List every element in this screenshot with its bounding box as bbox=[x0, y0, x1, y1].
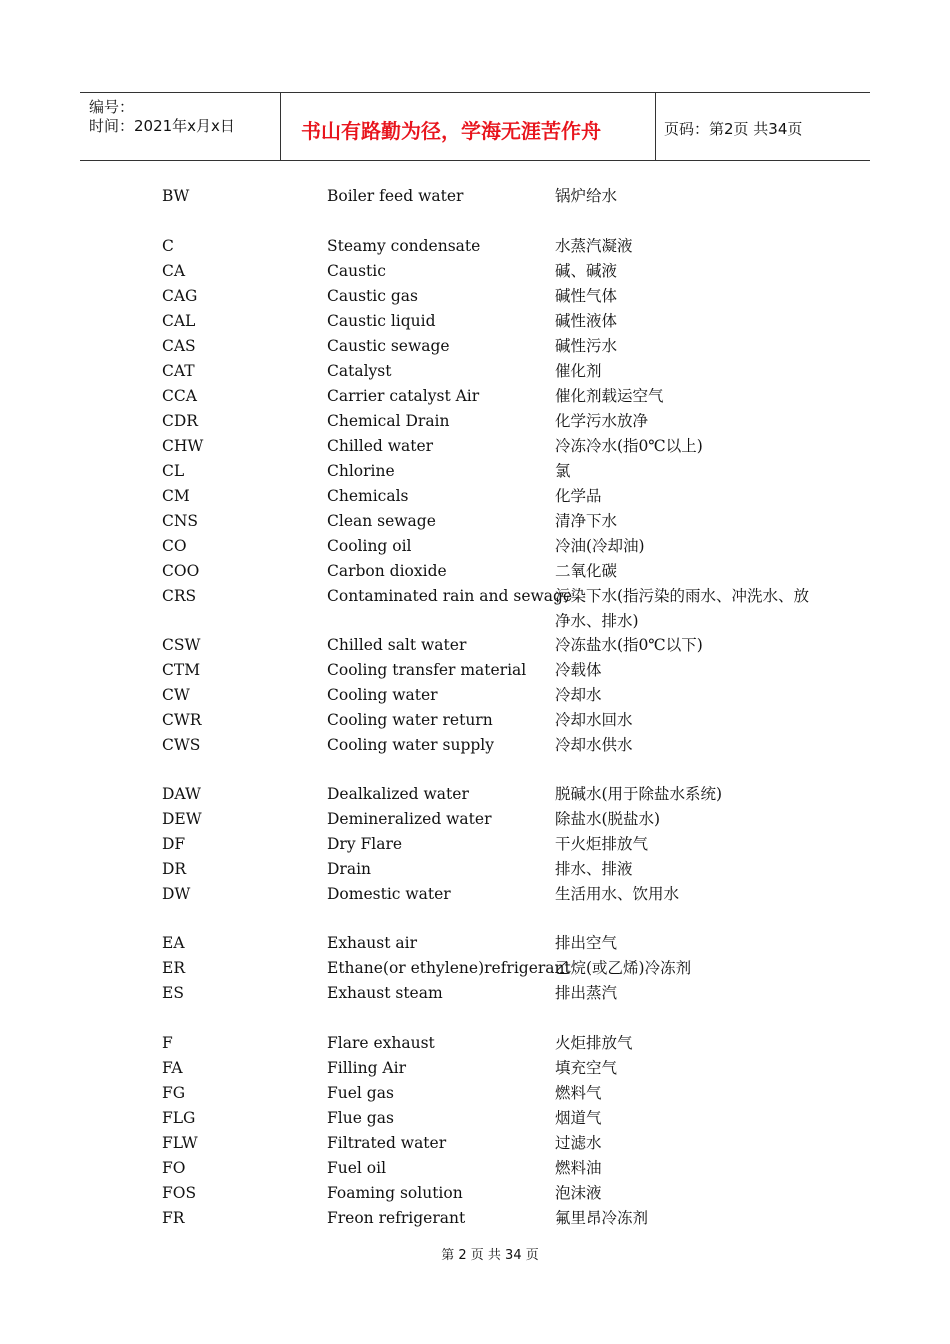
row-english: Flare exhaust bbox=[327, 1034, 435, 1052]
row-code: ES bbox=[162, 984, 184, 1002]
row-english: Filtrated water bbox=[327, 1134, 447, 1152]
row-chinese: 清净下水 bbox=[555, 512, 618, 530]
table-row bbox=[0, 359, 950, 384]
table-row bbox=[0, 484, 950, 509]
row-code: CAG bbox=[162, 287, 198, 305]
table-row bbox=[0, 807, 950, 832]
row-english: Steamy condensate bbox=[327, 237, 481, 255]
table-row bbox=[0, 1081, 950, 1106]
table-row bbox=[0, 1206, 950, 1231]
row-code: FOS bbox=[162, 1184, 197, 1202]
table-row bbox=[0, 1181, 950, 1206]
row-code: DAW bbox=[162, 785, 201, 803]
row-chinese: 污染下水(指污染的雨水、冲洗水、放净水、排水) bbox=[555, 587, 810, 630]
table-row bbox=[0, 782, 950, 807]
table-row bbox=[0, 284, 950, 309]
row-code: CHW bbox=[162, 437, 204, 455]
row-chinese: 碱、碱液 bbox=[555, 262, 618, 280]
row-code: FLW bbox=[162, 1134, 198, 1152]
row-code: CO bbox=[162, 537, 187, 555]
row-chinese: 生活用水、饮用水 bbox=[555, 885, 680, 903]
row-english: Cooling water bbox=[327, 686, 438, 704]
row-code: DF bbox=[162, 835, 186, 853]
row-english: Dealkalized water bbox=[327, 785, 469, 803]
row-chinese: 化学品 bbox=[555, 487, 602, 505]
row-english: Chemical Drain bbox=[327, 412, 450, 430]
row-english: Freon refrigerant bbox=[327, 1209, 466, 1227]
row-chinese: 催化剂 bbox=[555, 362, 602, 380]
page-footer: 第 2 页 共 34 页 bbox=[441, 1248, 539, 1263]
row-english: Domestic water bbox=[327, 885, 451, 903]
row-english: Carrier catalyst Air bbox=[327, 387, 480, 405]
table-row bbox=[0, 234, 950, 259]
row-code: CAS bbox=[162, 337, 196, 355]
table-row bbox=[0, 309, 950, 334]
row-chinese: 锅炉给水 bbox=[555, 187, 618, 205]
row-english: Boiler feed water bbox=[327, 187, 464, 205]
table-row bbox=[0, 956, 950, 981]
row-english: Chemicals bbox=[327, 487, 409, 505]
row-english: Chilled water bbox=[327, 437, 434, 455]
row-english: Filling Air bbox=[327, 1059, 406, 1077]
row-english: Exhaust steam bbox=[327, 984, 443, 1002]
motto: 书山有路勤为径，学海无涯苦作舟 bbox=[301, 119, 601, 143]
row-chinese: 乙烷(或乙烯)冷冻剂 bbox=[555, 959, 692, 977]
table-row bbox=[0, 981, 950, 1006]
row-code: CDR bbox=[162, 412, 198, 430]
row-chinese: 干火炬排放气 bbox=[555, 835, 649, 853]
row-code: CA bbox=[162, 262, 186, 280]
row-chinese: 除盐水(脱盐水) bbox=[555, 810, 661, 828]
row-code: FR bbox=[162, 1209, 185, 1227]
row-english: Catalyst bbox=[327, 362, 392, 380]
row-chinese: 二氧化碳 bbox=[555, 562, 618, 580]
table-row bbox=[0, 1131, 950, 1156]
row-code: CSW bbox=[162, 636, 201, 654]
row-chinese: 冷油(冷却油) bbox=[555, 537, 645, 555]
row-chinese: 排水、排液 bbox=[555, 860, 633, 878]
row-code: CWS bbox=[162, 736, 201, 754]
row-code: CNS bbox=[162, 512, 199, 530]
row-chinese: 氯 bbox=[555, 462, 571, 480]
row-chinese: 过滤水 bbox=[555, 1134, 602, 1152]
row-code: CAT bbox=[162, 362, 195, 380]
table-row bbox=[0, 658, 950, 683]
row-english: Flue gas bbox=[327, 1109, 394, 1127]
table-row bbox=[0, 683, 950, 708]
row-english: Caustic gas bbox=[327, 287, 418, 305]
row-chinese: 烟道气 bbox=[555, 1109, 602, 1127]
row-chinese: 冷冻盐水(指0℃以下) bbox=[555, 636, 703, 654]
row-english: Cooling transfer material bbox=[327, 661, 527, 679]
row-chinese: 冷冻冷水(指0℃以上) bbox=[555, 437, 703, 455]
table-row bbox=[0, 832, 950, 857]
row-chinese: 化学污水放净 bbox=[555, 412, 649, 430]
row-chinese: 冷却水供水 bbox=[555, 736, 633, 754]
table-row bbox=[0, 882, 950, 907]
row-code: COO bbox=[162, 562, 200, 580]
row-code: CWR bbox=[162, 711, 202, 729]
table-row bbox=[0, 559, 950, 584]
row-code: C bbox=[162, 237, 174, 255]
row-code: CRS bbox=[162, 587, 197, 605]
table-row bbox=[0, 509, 950, 534]
serial-label: 编号： bbox=[89, 98, 135, 116]
row-english: Cooling water supply bbox=[327, 736, 495, 754]
row-code: FG bbox=[162, 1084, 186, 1102]
row-english: Carbon dioxide bbox=[327, 562, 447, 580]
row-chinese: 碱性液体 bbox=[555, 312, 618, 330]
row-english: Foaming solution bbox=[327, 1184, 463, 1202]
row-english: Fuel oil bbox=[327, 1159, 387, 1177]
row-chinese: 水蒸汽凝液 bbox=[555, 237, 633, 255]
row-code: BW bbox=[162, 187, 190, 205]
row-code: CL bbox=[162, 462, 185, 480]
row-english: Fuel gas bbox=[327, 1084, 394, 1102]
table-row bbox=[0, 459, 950, 484]
table-row bbox=[0, 1106, 950, 1131]
row-english: Cooling water return bbox=[327, 711, 493, 729]
row-chinese: 排出空气 bbox=[555, 934, 618, 952]
row-chinese: 氟里昂冷冻剂 bbox=[555, 1209, 649, 1227]
row-code: F bbox=[162, 1034, 173, 1052]
table-row bbox=[0, 857, 950, 882]
row-english: Dry Flare bbox=[327, 835, 403, 853]
row-chinese: 冷却水回水 bbox=[555, 711, 633, 729]
table-row bbox=[0, 633, 950, 658]
row-chinese: 冷却水 bbox=[555, 686, 602, 704]
row-chinese: 燃料油 bbox=[555, 1159, 602, 1177]
table-row bbox=[0, 733, 950, 758]
table-row bbox=[0, 1156, 950, 1181]
row-code: CAL bbox=[162, 312, 196, 330]
row-code: DEW bbox=[162, 810, 202, 828]
row-chinese: 冷载体 bbox=[555, 661, 602, 679]
row-english: Chilled salt water bbox=[327, 636, 467, 654]
table-row bbox=[0, 584, 950, 630]
row-code: EA bbox=[162, 934, 185, 952]
row-code: CW bbox=[162, 686, 190, 704]
table-row bbox=[0, 1031, 950, 1056]
time-label: 时间：2021年x月x日 bbox=[89, 117, 235, 135]
row-chinese: 排出蒸汽 bbox=[555, 984, 618, 1002]
row-code: ER bbox=[162, 959, 185, 977]
row-code: FA bbox=[162, 1059, 183, 1077]
row-english: Demineralized water bbox=[327, 810, 492, 828]
row-chinese: 脱碱水(用于除盐水系统) bbox=[555, 785, 723, 803]
row-chinese: 碱性污水 bbox=[555, 337, 618, 355]
table-row bbox=[0, 708, 950, 733]
table-row bbox=[0, 259, 950, 284]
row-english: Clean sewage bbox=[327, 512, 436, 530]
row-chinese: 填充空气 bbox=[555, 1059, 618, 1077]
row-english: Caustic bbox=[327, 262, 386, 280]
row-chinese: 火炬排放气 bbox=[555, 1034, 633, 1052]
table-row bbox=[0, 184, 950, 209]
row-code: FLG bbox=[162, 1109, 196, 1127]
row-english: Drain bbox=[327, 860, 372, 878]
table-row bbox=[0, 384, 950, 409]
row-english: Contaminated rain and sewage bbox=[327, 587, 573, 605]
row-english: Caustic sewage bbox=[327, 337, 450, 355]
row-english: Caustic liquid bbox=[327, 312, 436, 330]
row-english: Cooling oil bbox=[327, 537, 412, 555]
row-code: DR bbox=[162, 860, 187, 878]
row-code: CM bbox=[162, 487, 190, 505]
table-row bbox=[0, 334, 950, 359]
row-code: DW bbox=[162, 885, 191, 903]
table-row bbox=[0, 434, 950, 459]
row-chinese: 燃料气 bbox=[555, 1084, 602, 1102]
table-row bbox=[0, 409, 950, 434]
page-number-label: 页码：第2页 共34页 bbox=[664, 120, 803, 138]
table-row bbox=[0, 1056, 950, 1081]
row-code: CTM bbox=[162, 661, 201, 679]
row-english: Exhaust air bbox=[327, 934, 417, 952]
row-chinese: 碱性气体 bbox=[555, 287, 618, 305]
row-code: FO bbox=[162, 1159, 186, 1177]
row-english: Ethane(or ethylene)refrigerant bbox=[327, 959, 571, 977]
row-english: Chlorine bbox=[327, 462, 395, 480]
row-code: CCA bbox=[162, 387, 197, 405]
table-row bbox=[0, 534, 950, 559]
table-row bbox=[0, 931, 950, 956]
row-chinese: 催化剂载运空气 bbox=[555, 387, 664, 405]
row-chinese: 泡沫液 bbox=[555, 1184, 602, 1202]
